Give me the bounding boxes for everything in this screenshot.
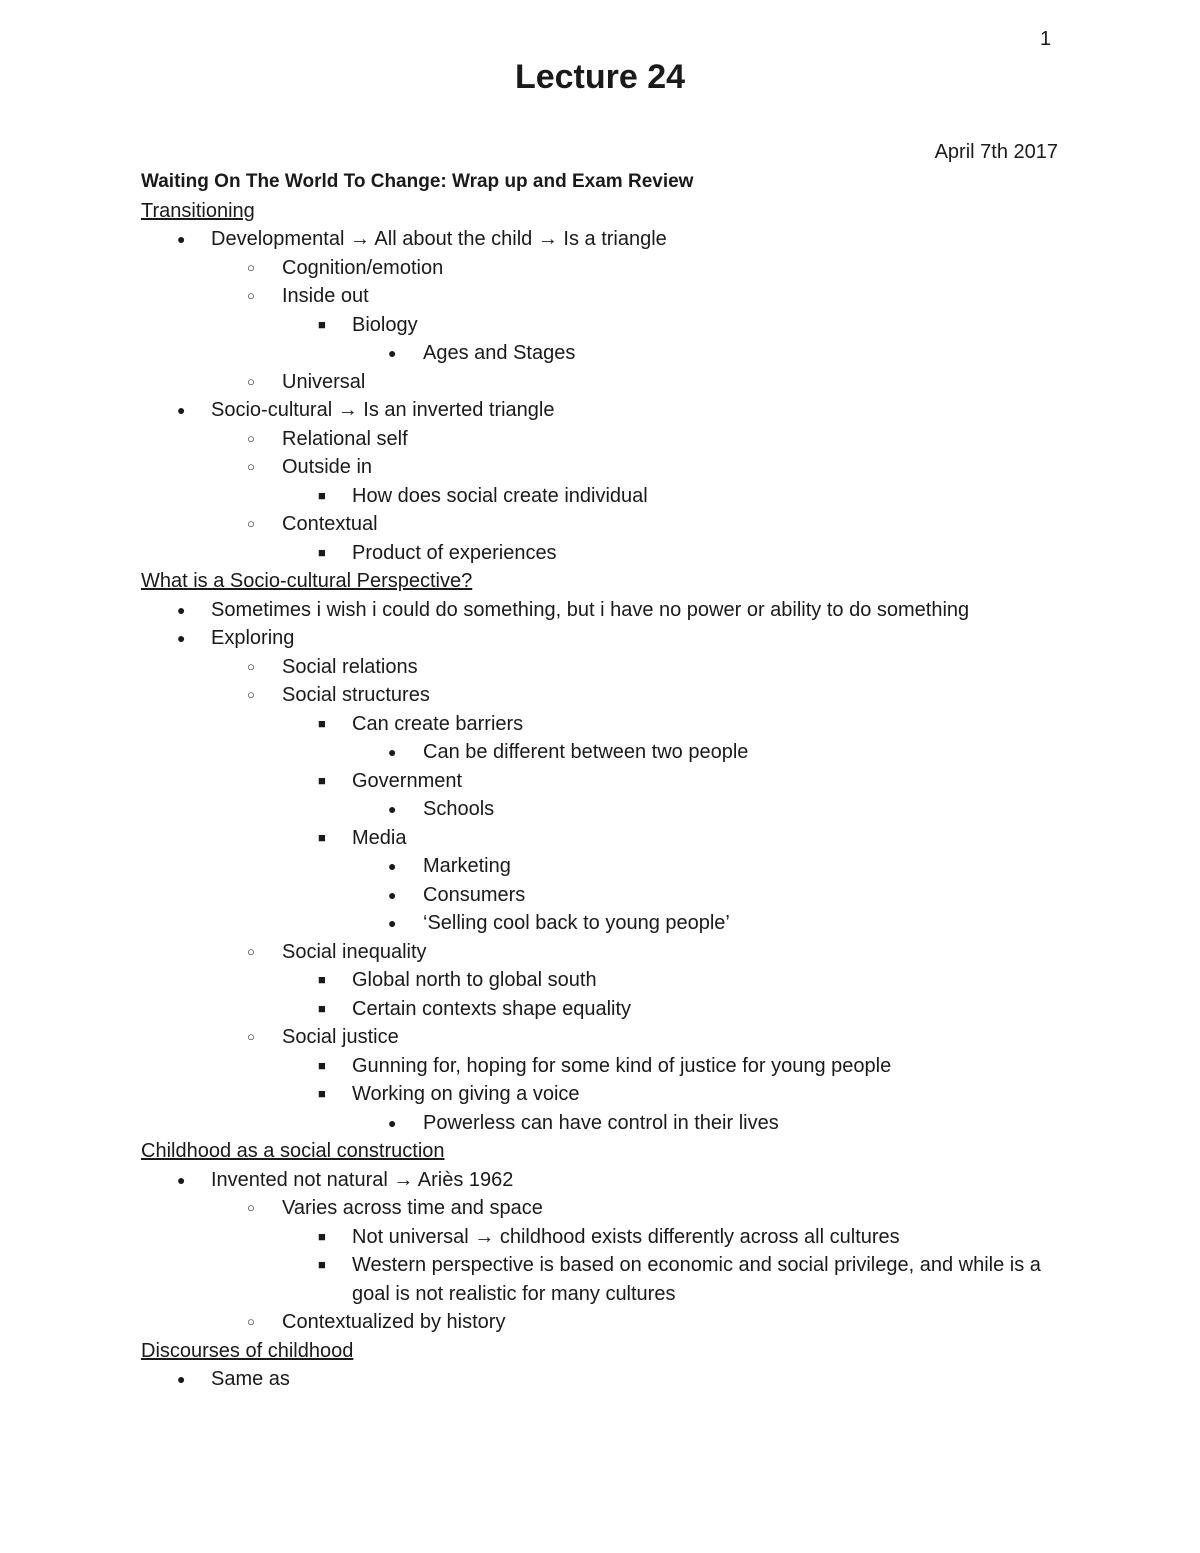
list-item-text: Social relations bbox=[282, 655, 418, 678]
bullet-icon: ● bbox=[388, 886, 397, 903]
circle-bullet-icon: ○ bbox=[247, 459, 255, 474]
circle-bullet-icon: ○ bbox=[247, 1029, 255, 1044]
list-item-text: Ages and Stages bbox=[423, 342, 576, 364]
bullet-icon: ● bbox=[177, 231, 186, 247]
list-item-text: Can create barriers bbox=[352, 712, 524, 735]
lecture-subtitle: Waiting On The World To Change: Wrap up and Exam Review bbox=[141, 171, 694, 192]
list-item bbox=[141, 995, 1071, 1024]
list-item-text: Powerless can have control in their lives bbox=[423, 1111, 779, 1134]
bullet-icon: ● bbox=[388, 801, 397, 817]
list-item-text: Contextual bbox=[282, 513, 378, 535]
list-item-text: Social inequality bbox=[282, 940, 427, 963]
circle-bullet-icon: ○ bbox=[247, 1314, 255, 1329]
list-item bbox=[141, 1080, 1071, 1109]
list-item bbox=[141, 795, 1071, 824]
circle-bullet-icon: ○ bbox=[247, 430, 255, 446]
bullet-icon: ● bbox=[177, 601, 186, 618]
list-item bbox=[141, 624, 1071, 653]
list-item-text: How does social create individual bbox=[352, 484, 648, 507]
list-item-text: Cognition/emotion bbox=[282, 256, 444, 279]
list-item bbox=[141, 339, 1071, 368]
list-item-text: Not universal → childhood exists differently across all cultures bbox=[352, 1225, 900, 1248]
list-item bbox=[141, 1251, 1071, 1308]
list-item-text: Exploring bbox=[211, 627, 295, 649]
list-item-text: Social structures bbox=[282, 684, 430, 706]
list-item bbox=[141, 824, 1071, 853]
list-item-text: Consumers bbox=[423, 883, 526, 906]
square-bullet-icon: ■ bbox=[318, 972, 326, 987]
list-item-text: Relational self bbox=[282, 427, 408, 450]
list-item bbox=[141, 254, 1071, 283]
bullet-icon: ● bbox=[177, 630, 186, 646]
bullet-icon: ● bbox=[388, 1114, 397, 1131]
list-item bbox=[141, 966, 1071, 995]
list-item-text: Universal bbox=[282, 370, 366, 393]
list-item bbox=[141, 938, 1071, 967]
circle-bullet-icon: ○ bbox=[247, 288, 255, 303]
list-item bbox=[141, 852, 1071, 881]
list-item-text: Schools bbox=[423, 798, 495, 820]
square-bullet-icon: ■ bbox=[318, 544, 326, 560]
bullet-icon: ● bbox=[388, 858, 397, 874]
list-item-text: Certain contexts shape equality bbox=[352, 997, 632, 1020]
list-item-text: Socio-cultural → Is an inverted triangle bbox=[211, 399, 555, 421]
section-heading-construction: Childhood as a social construction bbox=[141, 1140, 445, 1162]
section-heading-perspective: What is a Socio-cultural Perspective? bbox=[141, 570, 473, 592]
list-item bbox=[141, 368, 1071, 397]
list-item-text: Developmental → All about the child → Is a triangle bbox=[211, 228, 667, 250]
bullet-icon: ● bbox=[388, 345, 397, 361]
square-bullet-icon: ■ bbox=[318, 715, 326, 731]
bullet-icon: ● bbox=[388, 744, 397, 760]
square-bullet-icon: ■ bbox=[318, 772, 326, 788]
square-bullet-icon: ■ bbox=[318, 1228, 326, 1244]
bullet-icon: ● bbox=[177, 1371, 186, 1387]
list-item bbox=[141, 425, 1071, 454]
list-item bbox=[141, 1023, 1071, 1052]
list-item bbox=[141, 482, 1071, 511]
list-item-text: Can be different between two people bbox=[423, 741, 749, 763]
circle-bullet-icon: ○ bbox=[247, 259, 255, 275]
list-item bbox=[141, 225, 1071, 254]
list-item bbox=[141, 1365, 1071, 1394]
list-item-text: Sometimes i wish i could do something, but i have no power or ability to do something bbox=[211, 598, 970, 621]
list-item-text: Gunning for, hoping for some kind of justice for young people bbox=[352, 1054, 892, 1077]
list-item bbox=[141, 596, 1071, 625]
list-item bbox=[141, 710, 1071, 739]
square-bullet-icon: ■ bbox=[318, 829, 326, 845]
square-bullet-icon: ■ bbox=[318, 487, 326, 503]
list-item-text: Marketing bbox=[423, 855, 511, 877]
bullet-icon: ● bbox=[177, 402, 186, 418]
list-item-text: Contextualized by history bbox=[282, 1311, 506, 1333]
list-item bbox=[141, 738, 1071, 767]
list-item bbox=[141, 453, 1071, 482]
square-bullet-icon: ■ bbox=[318, 1000, 326, 1016]
circle-bullet-icon: ○ bbox=[247, 373, 255, 389]
lecture-date: April 7th 2017 bbox=[934, 141, 1058, 163]
list-item bbox=[141, 767, 1071, 796]
list-item-text: Working on giving a voice bbox=[352, 1083, 580, 1105]
list-item bbox=[141, 909, 1071, 938]
list-item bbox=[141, 311, 1071, 340]
circle-bullet-icon: ○ bbox=[247, 1200, 255, 1215]
list-item bbox=[141, 1223, 1071, 1252]
list-item-text: Government bbox=[352, 769, 463, 792]
list-item-text: Same as bbox=[211, 1368, 290, 1390]
list-item-text: Western perspective is based on economic and social privilege, and while is a goal is not realistic for many cultures bbox=[352, 1254, 1041, 1305]
list-item-text: Inside out bbox=[282, 285, 369, 307]
list-item-text: Product of experiences bbox=[352, 541, 557, 564]
list-item bbox=[141, 653, 1071, 682]
bullet-icon: ● bbox=[177, 1171, 186, 1188]
list-item bbox=[141, 282, 1071, 311]
list-item bbox=[141, 1052, 1071, 1081]
list-item bbox=[141, 1166, 1071, 1195]
list-item bbox=[141, 681, 1071, 710]
list-item bbox=[141, 1109, 1071, 1138]
list-item bbox=[141, 396, 1071, 425]
list-item-text: Invented not natural → Ariès 1962 bbox=[211, 1168, 514, 1191]
square-bullet-icon: ■ bbox=[318, 1057, 326, 1073]
list-item-text: Varies across time and space bbox=[282, 1197, 543, 1219]
list-item-text: ‘Selling cool back to young people’ bbox=[423, 912, 730, 934]
square-bullet-icon: ■ bbox=[318, 316, 326, 332]
list-item-text: Biology bbox=[352, 313, 418, 336]
list-item-text: Global north to global south bbox=[352, 969, 597, 991]
bullet-icon: ● bbox=[388, 915, 397, 931]
section-heading-transitioning: Transitioning bbox=[141, 199, 255, 222]
page-number: 1 bbox=[1040, 28, 1052, 50]
list-item bbox=[141, 1308, 1071, 1337]
square-bullet-icon: ■ bbox=[318, 1257, 326, 1272]
circle-bullet-icon: ○ bbox=[247, 687, 255, 702]
list-item-text: Outside in bbox=[282, 456, 373, 478]
square-bullet-icon: ■ bbox=[318, 1086, 326, 1101]
list-item bbox=[141, 510, 1071, 539]
list-item-text: Social justice bbox=[282, 1026, 399, 1048]
list-item bbox=[141, 539, 1071, 568]
circle-bullet-icon: ○ bbox=[247, 516, 255, 531]
page-title: Lecture 24 bbox=[514, 58, 686, 96]
circle-bullet-icon: ○ bbox=[247, 658, 255, 674]
list-item bbox=[141, 1194, 1071, 1223]
section-heading-discourses: Discourses of childhood bbox=[141, 1339, 354, 1362]
notes-body bbox=[141, 168, 1071, 1394]
list-item bbox=[141, 881, 1071, 910]
circle-bullet-icon: ○ bbox=[247, 943, 255, 959]
list-item-text: Media bbox=[352, 826, 407, 849]
